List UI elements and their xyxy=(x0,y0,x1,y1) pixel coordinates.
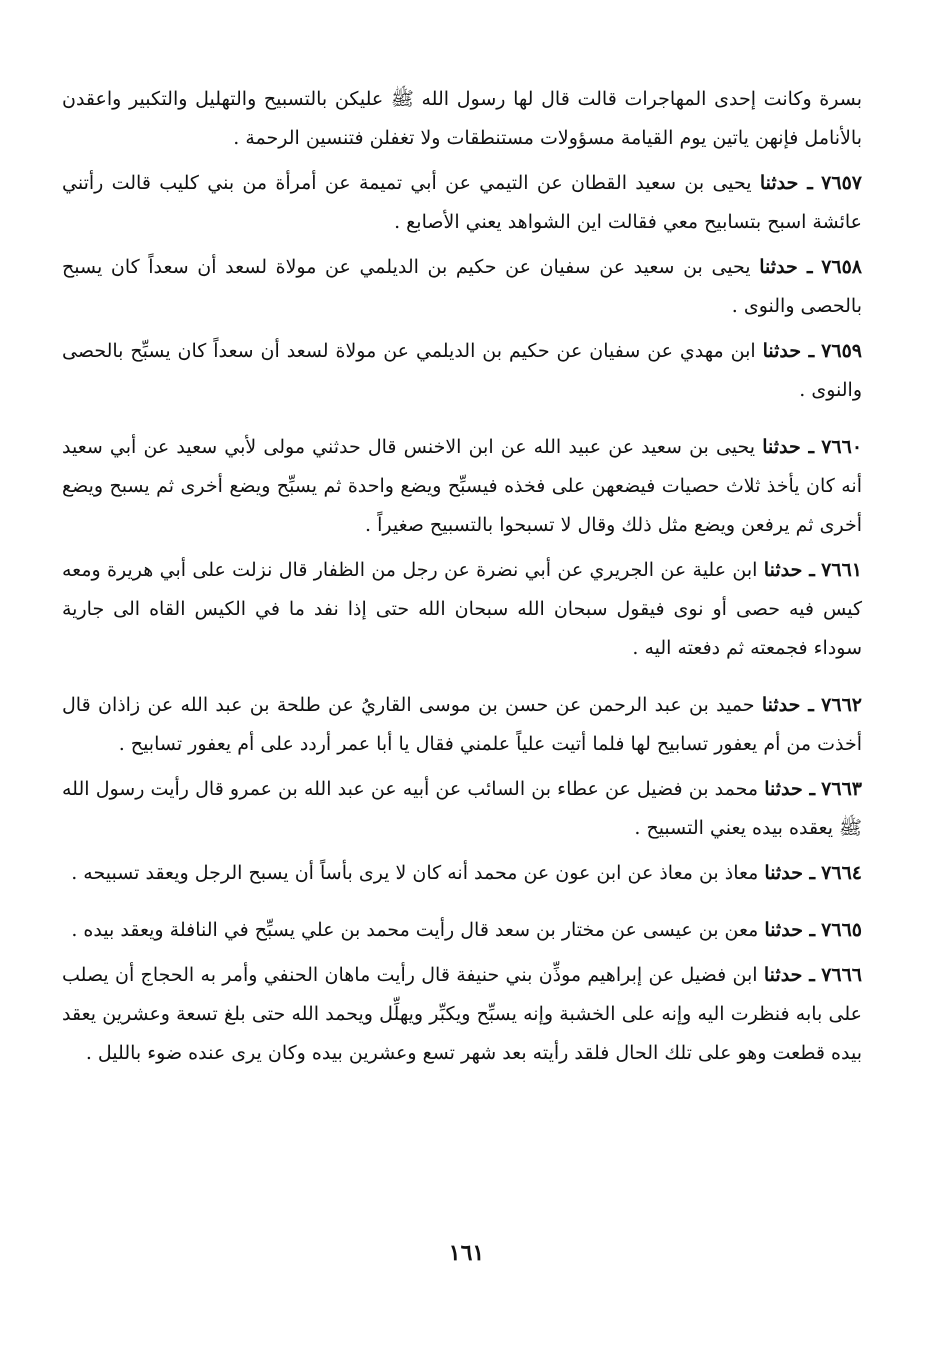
haddathana-label: ـ حدثنا xyxy=(762,436,815,458)
hadith-number: ٧٦٦٥ xyxy=(821,919,862,941)
hadith-number: ٧٦٦٢ xyxy=(821,694,862,716)
hadith-number: ٧٦٥٨ xyxy=(821,256,863,278)
entry-7664 xyxy=(62,854,862,893)
haddathana-label: ـ حدثنا xyxy=(761,694,814,716)
hadith-number: ٧٦٦٦ xyxy=(821,964,863,986)
hadith-number: ٧٦٥٩ xyxy=(821,340,862,362)
entry-text: معاذ بن معاذ عن ابن عون عن محمد أنه كان لا يرى بأساً أن يسبح الرجل ويعقد تسبيحه . xyxy=(71,862,759,884)
haddathana-label: ـ حدثنا xyxy=(763,964,815,986)
hadith-number: ٧٦٦٠ xyxy=(821,436,863,458)
hadith-number: ٧٦٦٤ xyxy=(821,862,862,884)
entry-7665 xyxy=(62,911,862,950)
haddathana-label: ـ حدثنا xyxy=(764,778,816,800)
haddathana-label: ـ حدثنا xyxy=(759,172,813,194)
entry-7657 xyxy=(62,164,862,242)
hadith-number: ٧٦٦٣ xyxy=(821,778,862,800)
hadith-number: ٧٦٥٧ xyxy=(821,172,862,194)
haddathana-label: ـ حدثنا xyxy=(759,256,813,278)
page-body xyxy=(62,80,862,1280)
entry-text: حميد بن عبد الرحمن عن حسن بن موسى القاريُ عن طلحة بن عبد الله عن زاذان قال أخذت من أم يعفور تسابيح لها فلما أتيت علياً علمني فقال يا أبا عمر أردد على أم يعفور تسابيح . xyxy=(62,694,862,755)
haddathana-label: ـ حدثنا xyxy=(763,559,815,581)
entry-continuation xyxy=(62,80,862,158)
haddathana-label: ـ حدثنا xyxy=(764,919,816,941)
haddathana-label: ـ حدثنا xyxy=(764,862,816,884)
entry-text: ابن علية عن الجريري عن أبي نضرة عن رجل من الظفار قال نزلت على أبي هريرة ومعه كيس فيه حصى أو نوى فيقول سبحان الله سبحان الله حتى إذا نفد ما في الكيس القاه الى جارية سوداء فجمعته ثم دفعته اليه . xyxy=(62,559,862,659)
entry-text: يحيى بن سعيد عن سفيان عن حكيم بن الديلمي عن مولاة لسعد أن سعداً كان يسبح بالحصى والنوى . xyxy=(62,256,862,317)
entry-text: معن بن عيسى عن مختار بن سعد قال رأيت محمد بن علي يسبِّح في النافلة ويعقد بيده . xyxy=(71,919,759,941)
entry-text: ابن مهدي عن سفيان عن حكيم بن الديلمي عن مولاة لسعد أن سعداً كان يسبِّح بالحصى والنوى . xyxy=(62,340,862,401)
entry-7663 xyxy=(62,770,862,848)
entry-7658 xyxy=(62,248,862,326)
haddathana-label: ـ حدثنا xyxy=(762,340,815,362)
hadith-number: ٧٦٦١ xyxy=(821,559,862,581)
page-number: ١٦١ xyxy=(448,1240,485,1266)
entry-text: يحيى بن سعيد عن عبيد الله عن ابن الاخنس قال حدثني مولى لأبي سعيد عن أبي سعيد أنه كان يأخذ ثلاث حصيات فيضعهن على فخذه فيسبِّح ويضع واحدة ثم يسبِّح ويضع أخرى ثم يسبح ويضع أخرى ثم يرفعن ويضع مثل ذلك وقال لا تسبحوا بالتسبيح صغيراً . xyxy=(62,436,862,536)
entry-7661 xyxy=(62,551,862,668)
entry-text: يحيى بن سعيد القطان عن التيمي عن أبي تميمة عن أمرأة من بني كليب قالت رأتني عائشة اسبح بتسابيح معي فقالت اين الشواهد يعني الأصابع . xyxy=(62,172,862,233)
entry-text: محمد بن فضيل عن عطاء بن السائب عن أبيه عن عبد الله بن عمرو قال رأيت رسول الله ﷺ يعقده بيده يعني التسبيح . xyxy=(62,778,862,839)
entry-7659 xyxy=(62,332,862,410)
entry-text: بسرة وكانت إحدى المهاجرات قالت قال لها رسول الله ﷺ عليكن بالتسبيح والتهليل والتكبير واعقدن بالأنامل فإنهن ياتين يوم القيامة مسؤولات مستنطقات ولا تغفلن فتنسين الرحمة . xyxy=(62,88,862,149)
entry-7662 xyxy=(62,686,862,764)
entry-text: ابن فضيل عن إبراهيم موذِّن بني حنيفة قال رأيت ماهان الحنفي وأمر به الحجاج أن يصلب على بابه فنظرت اليه وإنه على الخشبة وإنه يسبِّح ويكبِّر ويهلِّل ويحمد الله حتى بلغ تسعة وعشرين يعقد بيده قطعت وهو على تلك الحال فلقد رأيته بعد شهر تسع وعشرين بيده وكان يرى عنده ضوء بالليل . xyxy=(62,964,862,1064)
entry-7660 xyxy=(62,428,862,545)
entry-7666 xyxy=(62,956,862,1073)
